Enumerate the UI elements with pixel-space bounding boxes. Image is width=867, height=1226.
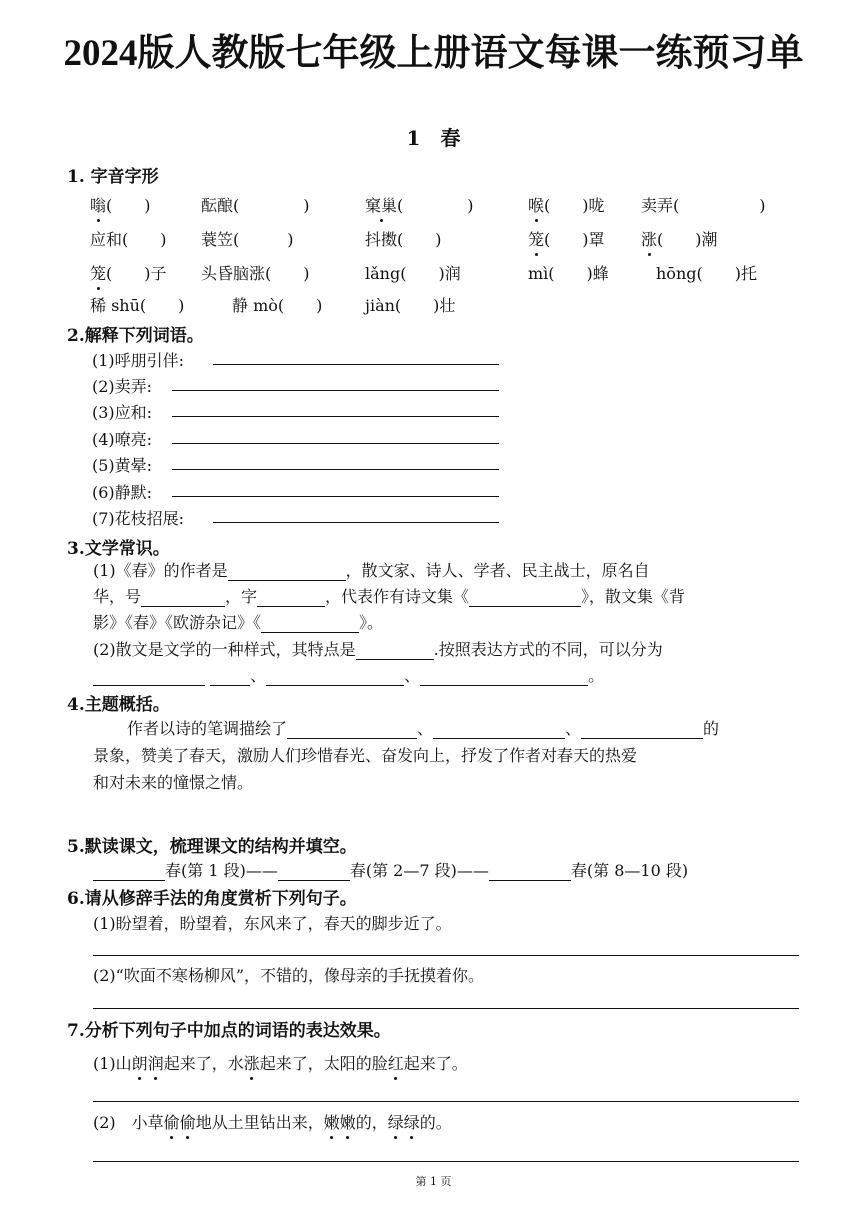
word-langrun: lǎng( )润 [365,264,461,283]
answer-line[interactable] [93,955,799,956]
blank-zi[interactable] [257,590,325,607]
definition-item: (5)黄晕: [92,456,153,475]
word-mainong: 卖弄( ) [641,196,766,215]
blank-hao[interactable] [141,590,225,607]
answer-line[interactable] [172,496,499,497]
answer-line[interactable] [93,1161,799,1162]
blank-scene-2[interactable] [433,722,565,739]
word-longzhao: 笼( )罩 [528,227,605,250]
blank-structure-2[interactable] [278,864,350,881]
section-6-heading: 6.请从修辞手法的角度赏析下列句子。 [67,889,357,909]
word-tounaozhang: 头昏脑涨( ) [201,264,310,283]
literary-line-5: 、 、 。 [93,663,604,686]
word-hongtuo: hōng( )托 [656,264,757,283]
definition-item: (6)静默: [92,483,153,502]
answer-line[interactable] [213,364,499,365]
literary-line-4: (2)散文是文学的一种样式，其特点是 .按照表达方式的不同，可以分为 [93,640,663,659]
theme-line-3: 和对未来的憧憬之情。 [93,773,254,792]
rhetoric-question-1: (1)盼望着，盼望着，东风来了，春天的脚步近了。 [93,914,452,933]
theme-line-2: 景象，赞美了春天，激励人们珍惜春光、奋发向上，抒发了作者对春天的热爱 [93,746,638,765]
blank-author[interactable] [228,564,346,581]
blank-essay[interactable] [261,616,359,633]
section-1-heading: 1. 字音字形 [67,167,159,187]
word-zhangchao: 涨( )潮 [641,227,718,250]
section-7-heading: 7.分析下列句子中加点的词语的表达效果。 [67,1021,391,1041]
rhetoric-question-2: (2)“吹面不寒杨柳风”，不错的，像母亲的手抚摸着你。 [93,966,485,985]
effect-question-1: (1)山朗润起来了，水涨起来了，太阳的脸红起来了。 [93,1051,468,1074]
word-mifeng: mì( )蜂 [528,264,609,283]
word-suoli: 蓑笠( ) [201,230,294,249]
definition-item: (1)呼朋引伴: [92,351,185,370]
word-longzi: 笼( )子 [90,261,167,284]
section-2-heading: 2.解释下列词语。 [67,326,204,346]
section-5-heading: 5.默读课文，梳理课文的结构并填空。 [67,837,357,857]
page-number: 第 1 页 [415,1175,452,1188]
structure-line: 春(第 1 段)—— 春(第 2—7 段)—— 春(第 8—10 段) [93,858,688,881]
blank-scene-1[interactable] [287,722,417,739]
section-4-heading: 4.主题概括。 [67,695,170,715]
answer-line[interactable] [172,443,499,444]
word-dousou: 抖擞( ) [365,230,442,249]
blank-feature[interactable] [356,643,434,660]
definition-item: (3)应和: [92,403,153,422]
section-3-heading: 3.文学常识。 [67,539,170,559]
page-title: 2024版人教版七年级上册语文每课一练预习单 [63,33,804,74]
answer-line[interactable] [172,390,499,391]
word-yunniang: 酝酿( ) [201,196,310,215]
blank-type-2[interactable] [266,669,404,686]
word-yinghe: 应和( ) [90,230,167,249]
effect-question-2: (2) 小草偷偷地从土里钻出来，嫩嫩的，绿绿的。 [93,1110,452,1133]
answer-line[interactable] [172,469,499,470]
answer-line[interactable] [93,1008,799,1009]
word-jianzhuang: jiàn( )壮 [365,296,456,315]
blank-poetry[interactable] [469,590,581,607]
theme-line-1: 作者以诗的笔调描绘了 、 、 的 [127,719,720,738]
literary-line-3: 影》《春》《欧游杂记》《 》。 [93,613,384,632]
definition-item: (4)嘹亮: [92,430,153,449]
lesson-title: 1 春 [406,126,461,150]
word-houlong: 喉( )咙 [528,193,605,216]
blank-structure-1[interactable] [93,864,165,881]
blank-type-1[interactable] [93,669,205,686]
word-kechao: 窠巢( ) [365,193,474,216]
word-xishu: 稀 shū( ) [90,296,185,315]
word-jingmo: 静 mò( ) [232,296,323,315]
definition-item: (2)卖弄: [92,377,153,396]
word-weng: 嗡( ) [90,193,151,216]
blank-type-1b[interactable] [210,669,250,686]
answer-line[interactable] [172,416,499,417]
answer-line[interactable] [93,1101,799,1102]
literary-line-2: 华，号 ，字 ，代表作有诗文集《 》，散文集《背 [93,587,686,606]
blank-scene-3[interactable] [581,722,703,739]
blank-structure-3[interactable] [489,864,571,881]
definition-item: (7)花枝招展: [92,509,185,528]
literary-line-1: (1)《春》的作者是 ，散文家、诗人、学者、民主战士，原名自 [93,561,650,580]
answer-line[interactable] [213,522,499,523]
blank-type-3[interactable] [420,669,588,686]
